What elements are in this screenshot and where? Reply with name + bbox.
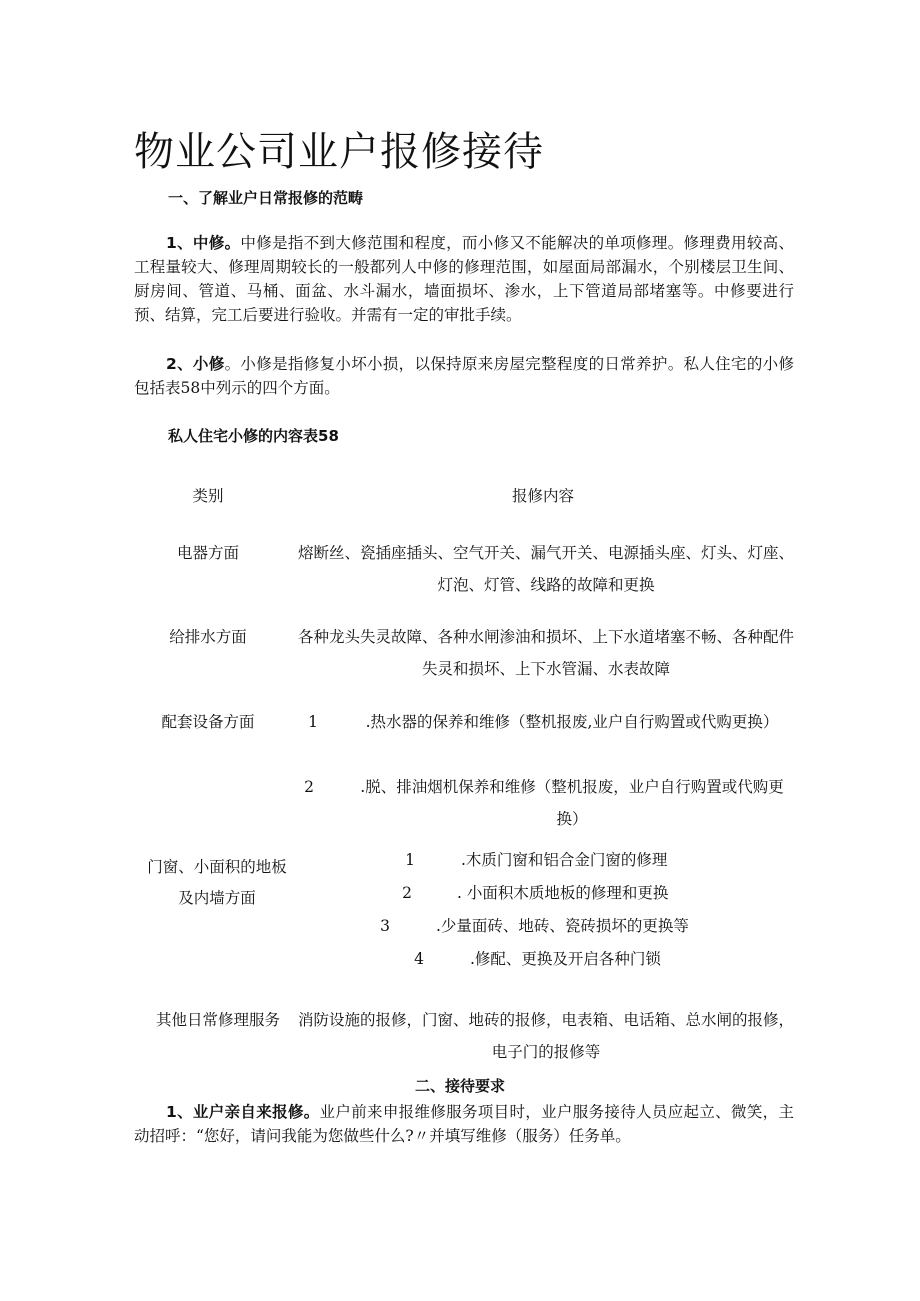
table-row-content: 消防设施的报修，门窗、地砖的报修，电表箱、电话箱、总水闸的报修，电子门的报修等 (297, 1011, 794, 1061)
paragraph-lead: 1、中修。 (166, 234, 241, 252)
paragraph-lead: 2、小修 (166, 355, 225, 373)
table-row-content: 各种龙头失灵故障、各种水闸渗油和损坏、上下水道堵塞不畅、各种配件失灵和损坏、上下水管漏、水表故障 (297, 628, 794, 678)
paragraph-text: 中修是指不到大修范围和程度，而小修又不能解决的单项修理。修理费用较高、工程量较大、修理周期较长的一般都列人中修的修理范围，如屋面局部漏水，个别楼层卫生间、厨房间、管道、马桶、面盆、水斗漏水，墙面损坏、渗水，上下管道局部堵塞等。中修要进行预、结算，完工后要进行验收。并需有一定的审批手续。 (134, 234, 794, 324)
paragraph-minor-repair (134, 352, 794, 400)
list-item-text: .修配、更换及开启各种门锁 (470, 950, 661, 968)
list-item-number: 2 (304, 778, 314, 796)
paragraph-text: 。小修是指修复小坏小损，以保持原来房屋完整程度的日常养护。私人住宅的小修包括表58中列示的四个方面。 (134, 355, 794, 397)
paragraph-lead: 1、业户亲自来报修。 (166, 1103, 320, 1121)
list-item-number: 4 (414, 950, 424, 968)
section-heading-scope: 一、了解业户日常报修的范畴 (168, 189, 364, 207)
paragraph-in-person-report (134, 1100, 794, 1148)
list-item-number: 2 (402, 884, 412, 902)
list-item-number: 1 (405, 851, 415, 869)
section-heading-reception: 二、接待要求 (415, 1077, 506, 1095)
category-line: 及内墙方面 (178, 889, 256, 907)
table-row-content: 熔断丝、瓷插座插头、空气开关、漏气开关、电源插头座、灯头、灯座、灯泡、灯管、线路的故障和更换 (297, 544, 794, 594)
list-item-text: .木质门窗和铝合金门窗的修理 (461, 851, 668, 869)
paragraph-text: 业户前来申报维修服务项目时，业户服务接待人员应起立、微笑，主动招呼：“您好，请问我能为您做些什么?〃并填写维修（服务）任务单。 (134, 1103, 794, 1145)
table-row-category (133, 852, 301, 914)
list-item-number: 3 (380, 917, 390, 935)
list-item-text: .热水器的保养和维修（整机报废,业户自行购置或代购更换） (365, 713, 779, 731)
table-row-category: 其他日常修理服务 (155, 1011, 280, 1029)
paragraph-medium-repair (134, 231, 794, 327)
table-header-category: 类别 (192, 487, 224, 505)
document-title: 物业公司业户报修接待 (134, 129, 544, 175)
list-item-text: .少量面砖、地砖、瓷砖损坏的更换等 (436, 917, 689, 935)
table-row-category: 电器方面 (176, 544, 239, 562)
list-item-text: . 小面积木质地板的修理和更换 (457, 884, 669, 902)
table-row-category: 配套设备方面 (161, 713, 255, 731)
list-item-text: .脱、排油烟机保养和维修（整机报废，业户自行购置或代购更换） (360, 778, 784, 828)
list-item-number: 1 (308, 713, 318, 731)
category-line: 门窗、小面积的地板 (147, 858, 287, 876)
table-row-category: 给排水方面 (169, 628, 247, 646)
table-header-content: 报修内容 (512, 487, 575, 505)
table-title: 私人住宅小修的内容表58 (168, 427, 339, 445)
